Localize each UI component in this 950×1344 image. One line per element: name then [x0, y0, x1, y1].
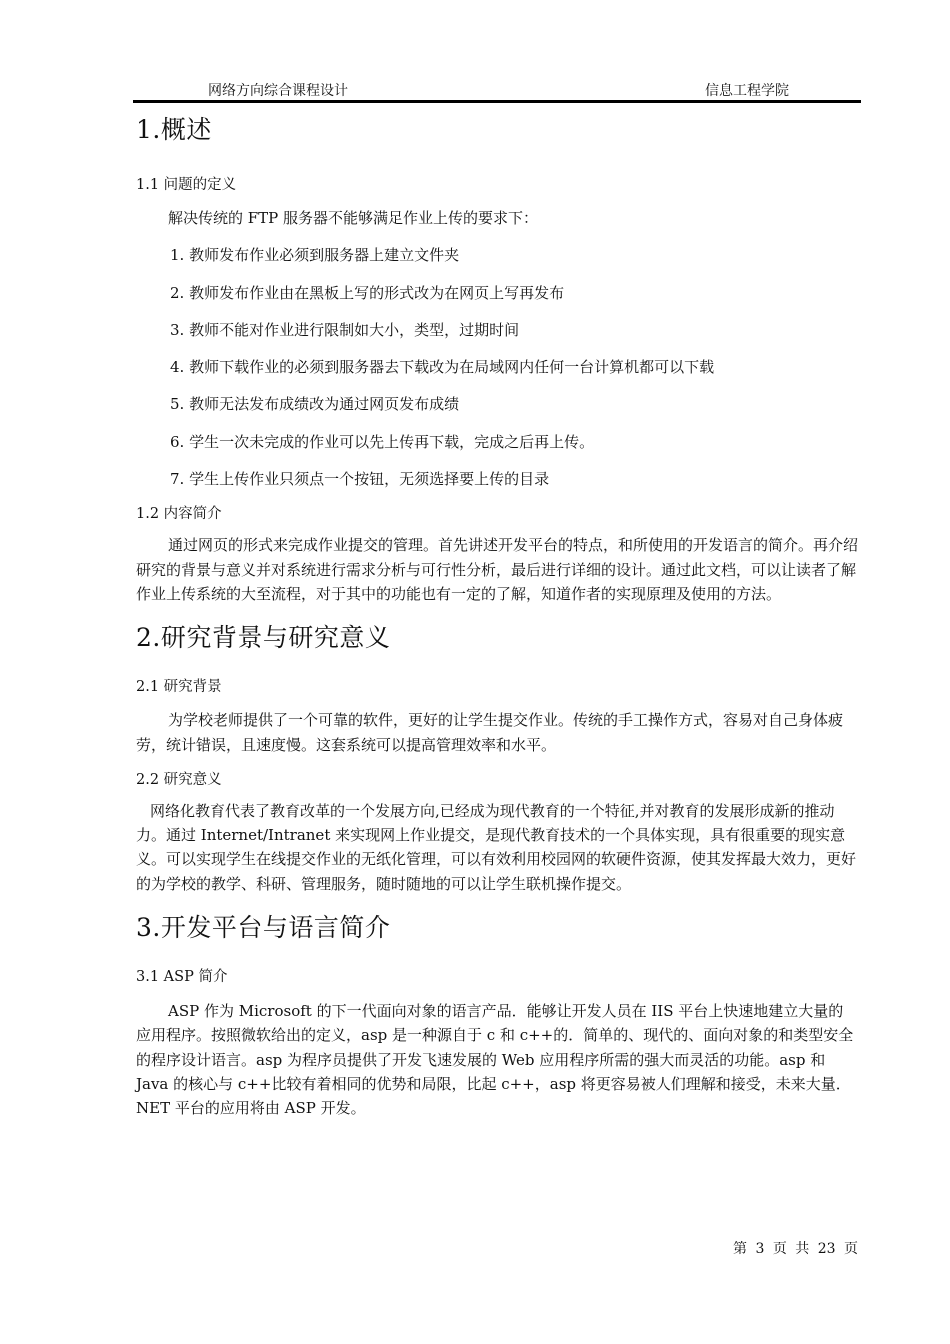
asp-intro-paragraph: ASP 作为 Microsoft 的下一代面向对象的语言产品．能够让开发人员在 IIS 平台上快速地建立大量的应用程序。按照微软给出的定义，asp 是一种源自于 c 和 c++的．简单的、现代的、面向对象的和类型安全的程序设计语言。asp 为程序员提供了开发飞速发展的 Web 应用程序所需的强大而灵活的功能。asp 和 Java 的核心与 c++比较有着相同的优势和局限，比起 c++，asp 将更容易被人们理解和接受，未来大量．NET 平台的应用将由 ASP 开发。 — [136, 1002, 854, 1118]
section-1-1-title: 1.1 问题的定义 — [136, 177, 237, 193]
section-2-2-title: 2.2 研究意义 — [136, 771, 222, 788]
page-number: 第 3 页 共 23 页 — [733, 1241, 858, 1257]
list-item: 7. 学生上传作业只须点一个按钮，无须选择要上传的目录 — [170, 470, 550, 489]
list-item: 2. 教师发布作业由在黑板上写的形式改为在网页上写再发布 — [170, 283, 565, 302]
header-course-title: 网络方向综合课程设计 — [208, 83, 348, 99]
background-paragraph: 为学校老师提供了一个可靠的软件，更好的让学生提交作业。传统的手工操作方式，容易对自己身体疲劳，统计错误，且速度慢。这套系统可以提高管理效率和水平。 — [136, 711, 844, 754]
list-item: 4. 教师下载作业的必须到服务器去下载改为在局域网内任何一台计算机都可以下载 — [170, 358, 715, 377]
list-item: 1. 教师发布作业必须到服务器上建立文件夹 — [170, 246, 460, 265]
page-header — [133, 78, 861, 103]
section-1-2-title: 1.2 内容简介 — [136, 506, 222, 523]
content-summary-paragraph: 通过网页的形式来完成作业提交的管理。首先讲述开发平台的特点，和所使用的开发语言的简介。再介绍研究的背景与意义并对系统进行需求分析与可行性分析，最后进行详细的设计。通过此文档，可以让读者了解作业上传系统的大至流程，对于其中的功能也有一定的了解，知道作者的实现原理及使用的方法。 — [136, 536, 859, 603]
section-2-title: 2.研究背景与研究意义 — [136, 623, 391, 653]
list-item: 6. 学生一次未完成的作业可以先上传再下载，完成之后再上传。 — [170, 432, 595, 451]
document-body — [136, 112, 858, 1121]
significance-paragraph: 网络化教育代表了教育改革的一个发展方向,已经成为现代教育的一个特征,并对教育的发展形成新的推动力。通过 Internet/Intranet 来实现网上作业提交，是现代教育技术的一个具体实现，具有很重要的现实意义。可以实现学生在线提交作业的无纸化管理，可以有效利用校园网的软硬件资源，使其发挥最大效力，更好的为学校的教学、科研、管理服务，随时随地的可以让学生联机操作提交。 — [136, 801, 857, 893]
section-3-1-title: 3.1 ASP 简介 — [136, 969, 228, 986]
list-item: 5. 教师无法发布成绩改为通过网页发布成绩 — [170, 395, 460, 414]
section-1-title: 1.概述 — [136, 115, 212, 144]
header-institute: 信息工程学院 — [705, 83, 789, 99]
list-item: 3. 教师不能对作业进行限制如大小，类型，过期时间 — [170, 320, 520, 339]
section-3-title: 3.开发平台与语言简介 — [136, 913, 391, 943]
section-2-1-title: 2.1 研究背景 — [136, 679, 222, 696]
problem-intro: 解决传统的 FTP 服务器不能够满足作业上传的要求下： — [168, 209, 539, 227]
